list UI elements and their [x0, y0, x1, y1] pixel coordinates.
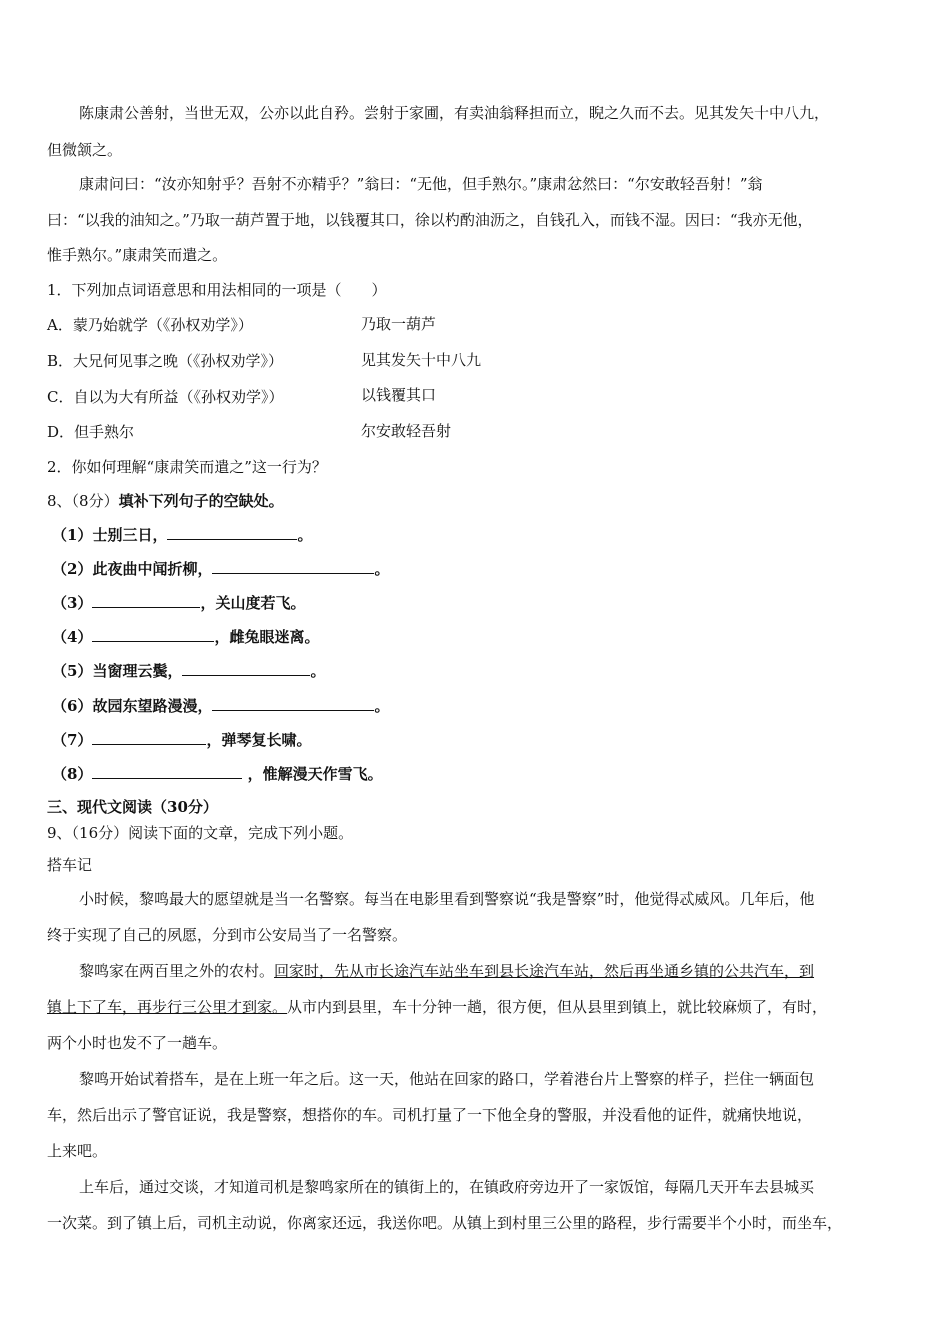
question-9-stem: 9、（16分）阅读下面的文章，完成下列小题。: [47, 824, 354, 842]
fill-item-number: （8）: [52, 765, 93, 783]
question-8-prefix: 8、（8分）: [47, 492, 119, 510]
option-b: B．大兄何见事之晚（《孙权劝学》）: [47, 352, 284, 370]
fill-item-text: 。: [297, 526, 313, 544]
essay-line-9: 上车后，通过交谈，才知道司机是黎鸣家所在的镇街上的，在镇政府旁边开了一家饭馆，每隔几天开车去县城买: [79, 1178, 815, 1196]
fill-item-number: （1）: [52, 526, 93, 544]
question-1-stem: 1．下列加点词语意思和用法相同的一项是（ ）: [47, 281, 387, 299]
fill-item-1: [52, 525, 312, 545]
fill-blank[interactable]: [167, 525, 297, 540]
essay-line-7: 车，然后出示了警官证说，我是警察，想搭你的车。司机打量了一下他全身的警服，并没看他的证件，就痛快地说，: [47, 1106, 813, 1124]
essay-line-8: 上来吧。: [47, 1142, 108, 1160]
fill-item-text: ，惟解漫天作雪飞。: [242, 765, 383, 783]
essay-line-3: [79, 961, 814, 981]
option-c: C．自以为大有所益（《孙权劝学》）: [47, 388, 284, 406]
fill-blank[interactable]: [92, 764, 242, 779]
essay-line-2: 终于实现了自己的夙愿，分到市公安局当了一名警察。: [47, 926, 408, 944]
fill-blank[interactable]: [212, 696, 374, 711]
fill-item-4: [52, 627, 319, 647]
essay-line-10: 一次菜。到了镇上后，司机主动说，你离家还远，我送你吧。从镇上到村里三公里的路程，步行需要半个小时，而坐车，: [47, 1214, 843, 1232]
essay-line-6: 黎鸣开始试着搭车，是在上班一年之后。这一天，他站在回家的路口，学着港台片上警察的样子，拦住一辆面包: [79, 1070, 815, 1088]
fill-item-6: [52, 696, 389, 716]
fill-item-number: （6）: [52, 697, 93, 715]
essay-line-5: 两个小时也发不了一趟车。: [47, 1034, 228, 1052]
fill-blank[interactable]: [182, 661, 310, 676]
fill-item-text: 。: [374, 697, 390, 715]
classical-line-1: 陈康肃公善射，当世无双，公亦以此自矜。尝射于家圃，有卖油翁释担而立，睨之久而不去。见其发矢十中八九，: [79, 104, 830, 122]
option-c-compare: 以钱覆其口: [361, 386, 437, 404]
fill-item-text: 故园东望路漫漫，: [92, 697, 213, 715]
essay-title: 搭车记: [47, 856, 93, 874]
classical-line-2: 但微颔之。: [47, 141, 123, 159]
question-2: 2．你如何理解“康肃笑而遣之”这一行为？: [47, 458, 327, 476]
fill-item-2: [52, 559, 389, 579]
fill-item-5: [52, 661, 325, 681]
fill-item-number: （5）: [52, 662, 93, 680]
fill-item-number: （3）: [52, 594, 93, 612]
option-d: D．但手熟尔: [47, 423, 135, 441]
fill-item-8: [52, 764, 383, 784]
essay-text: 从市内到县里，车十分钟一趟，很方便，但从县里到镇上，就比较麻烦了，有时，: [287, 998, 828, 1016]
essay-underlined-text: 回家时，先从市长途汽车站坐车到县长途汽车站，然后再坐通乡镇的公共汽车，到: [274, 962, 815, 980]
fill-item-text: ，关山度若飞。: [200, 594, 306, 612]
option-d-compare: 尔安敢轻吾射: [361, 422, 452, 440]
fill-item-number: （4）: [52, 628, 93, 646]
fill-item-text: 士别三日，: [92, 526, 168, 544]
fill-item-text: ，弹琴复长啸。: [206, 731, 312, 749]
fill-item-number: （2）: [52, 560, 93, 578]
fill-item-7: [52, 730, 311, 750]
essay-text: 黎鸣家在两百里之外的农村。: [79, 962, 275, 980]
question-8-title: 填补下列句子的空缺处。: [118, 492, 284, 510]
classical-line-5: 惟手熟尔。”康肃笑而遣之。: [47, 246, 228, 264]
fill-item-text: 此夜曲中闻折柳，: [92, 560, 213, 578]
section-3-heading: 三、现代文阅读（30分）: [47, 798, 218, 816]
classical-line-4: 曰：“以我的油知之。”乃取一葫芦置于地，以钱覆其口，徐以杓酌油沥之，自钱孔入，而钱不湿。因曰：“我亦无他，: [47, 211, 813, 229]
fill-item-text: 。: [374, 560, 390, 578]
fill-blank[interactable]: [92, 593, 200, 608]
classical-line-3: 康肃问曰：“汝亦知射乎？吾射不亦精乎？”翁曰：“无他，但手熟尔。”康肃忿然曰：“尔安敢轻吾射！”翁: [79, 175, 763, 193]
option-b-compare: 见其发矢十中八九: [361, 351, 482, 369]
fill-blank[interactable]: [212, 559, 374, 574]
fill-blank[interactable]: [92, 627, 214, 642]
option-a: A．蒙乃始就学（《孙权劝学》）: [47, 316, 253, 334]
essay-line-1: 小时候，黎鸣最大的愿望就是当一名警察。每当在电影里看到警察说“我是警察”时，他觉得忒威风。几年后，他: [79, 890, 815, 908]
fill-blank[interactable]: [92, 730, 206, 745]
fill-item-3: [52, 593, 305, 613]
essay-line-4: [47, 997, 827, 1017]
question-8-heading: [47, 491, 284, 511]
option-a-compare: 乃取一葫芦: [361, 315, 437, 333]
fill-item-text: 当窗理云鬓，: [92, 662, 183, 680]
essay-underlined-text: 镇上下了车，再步行三公里才到家。: [47, 998, 288, 1016]
fill-item-text: ，雌兔眼迷离。: [214, 628, 320, 646]
fill-item-text: 。: [310, 662, 326, 680]
fill-item-number: （7）: [52, 731, 93, 749]
